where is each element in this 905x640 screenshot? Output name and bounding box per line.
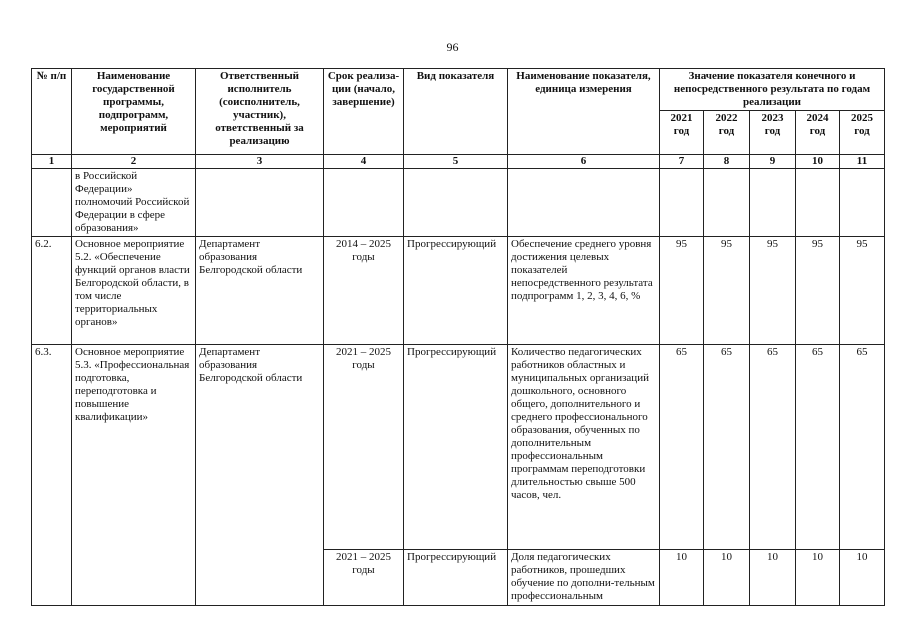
header-executor: Ответственный исполнитель (соисполнитель, участник), ответственный за реализацию — [196, 69, 324, 155]
column-number: 3 — [196, 155, 324, 169]
period: 2014 – 2025 годы — [324, 237, 404, 345]
column-numbers-row — [32, 155, 885, 169]
value-2021: 10 — [660, 550, 704, 606]
value-2024: 65 — [796, 345, 840, 550]
value-2025: 95 — [840, 237, 885, 345]
column-number: 5 — [404, 155, 508, 169]
column-number: 8 — [704, 155, 750, 169]
executor — [196, 169, 324, 237]
column-number: 10 — [796, 155, 840, 169]
value-2022: 95 — [704, 237, 750, 345]
header-values-group: Значение показателя конечного и непосредственного результата по годам реализации — [660, 69, 885, 111]
header-year-2022: 2022 год — [704, 111, 750, 155]
header-indicator-name: Наименование показателя, единица измерения — [508, 69, 660, 155]
table-row — [32, 169, 885, 237]
value-2023: 10 — [750, 550, 796, 606]
value-2025 — [840, 169, 885, 237]
value-2022: 65 — [704, 345, 750, 550]
column-number: 2 — [72, 155, 196, 169]
row-number: 6.2. — [32, 237, 72, 345]
measure-name: в Российской Федерации» полномочий Российской Федерации в сфере образования» — [72, 169, 196, 237]
table-row — [32, 345, 885, 550]
column-number: 11 — [840, 155, 885, 169]
value-2023: 65 — [750, 345, 796, 550]
indicator-type: Прогрессирующий — [404, 345, 508, 550]
indicator-name — [508, 169, 660, 237]
period: 2021 – 2025 годы — [324, 345, 404, 550]
header-year-2023: 2023 год — [750, 111, 796, 155]
header-year-2021: 2021 год — [660, 111, 704, 155]
column-number: 9 — [750, 155, 796, 169]
header-indicator-type: Вид показателя — [404, 69, 508, 155]
value-2024: 10 — [796, 550, 840, 606]
indicator-type — [404, 169, 508, 237]
value-2021 — [660, 169, 704, 237]
column-number: 1 — [32, 155, 72, 169]
indicator-type: Прогрессирующий — [404, 550, 508, 606]
header-year-2024: 2024 год — [796, 111, 840, 155]
page-number: 96 — [446, 40, 459, 54]
indicator-name: Обеспечение среднего уровня достижения целевых показателей непосредственного результата подпрограмм 1, 2, 3, 4, 6, % — [508, 237, 660, 345]
column-number: 4 — [324, 155, 404, 169]
measure-name: Основное мероприятие 5.2. «Обеспечение функций органов власти Белгородской области, в том числе территориальных органов» — [72, 237, 196, 345]
indicator-name: Количество педагогических работников областных и муниципальных организаций дошкольного, основного общего, дополнительного и среднего профессионального образования, обученных по дополнительным профессиональным программам переподготовки длительностью свыше 500 часов, чел. — [508, 345, 660, 550]
value-2024 — [796, 169, 840, 237]
value-2021: 95 — [660, 237, 704, 345]
table-row — [32, 237, 885, 345]
row-number — [32, 169, 72, 237]
value-2024: 95 — [796, 237, 840, 345]
column-number: 7 — [660, 155, 704, 169]
executor: Департамент образования Белгородской области — [196, 237, 324, 345]
value-2021: 65 — [660, 345, 704, 550]
indicators-table — [31, 68, 885, 606]
value-2022: 10 — [704, 550, 750, 606]
value-2025: 10 — [840, 550, 885, 606]
header-year-2025: 2025 год — [840, 111, 885, 155]
header-name: Наименование государственной программы, подпрограмм, мероприятий — [72, 69, 196, 155]
period: 2021 – 2025 годы — [324, 550, 404, 606]
period — [324, 169, 404, 237]
value-2023 — [750, 169, 796, 237]
executor: Департамент образования Белгородской области — [196, 345, 324, 606]
value-2022 — [704, 169, 750, 237]
header-period: Срок реализа-ции (начало, завершение) — [324, 69, 404, 155]
measure-name: Основное мероприятие 5.3. «Профессиональная подготовка, переподготовка и повышение квалификации» — [72, 345, 196, 606]
value-2025: 65 — [840, 345, 885, 550]
header-no: № п/п — [32, 69, 72, 155]
row-number: 6.3. — [32, 345, 72, 606]
value-2023: 95 — [750, 237, 796, 345]
column-number: 6 — [508, 155, 660, 169]
indicator-name: Доля педагогических работников, прошедших обучение по дополни-тельным профессиональным — [508, 550, 660, 606]
indicator-type: Прогрессирующий — [404, 237, 508, 345]
